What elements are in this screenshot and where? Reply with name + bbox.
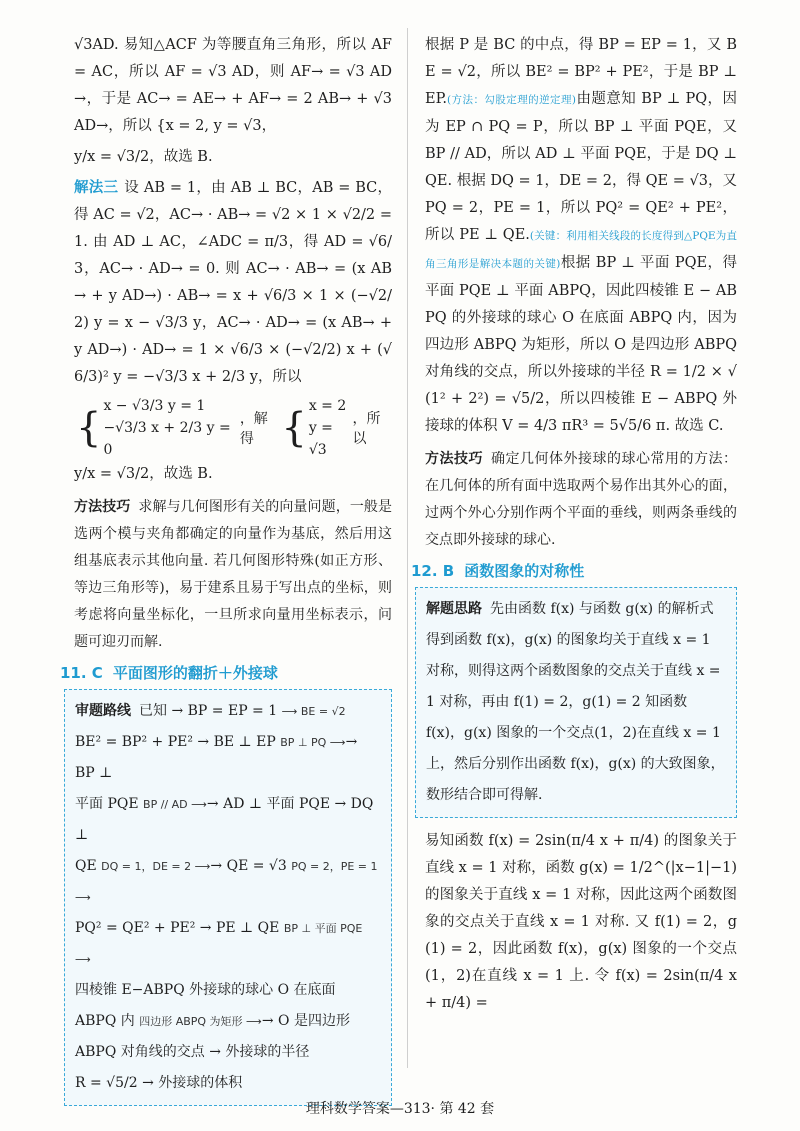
- route-line-7: [75, 1006, 381, 1037]
- route-arrow-1-label: BE = √2: [300, 705, 346, 718]
- q12-solution: 易知函数 f(x) = 2sin(π/4 x + π/4) 的图象关于直线 x = 1 对称，函数 g(x) = 1/2^(|x−1|−1) 的图象关于直线 x = 1 对称，因此这两个函数图象的交点关于直线 x = 1 对称. 又 f(1) = 2，g(1) = 2，因此函数 f(x)，g(x) 图象的一个交点(1，2)在直线 x = 1 上. 令 f(x) = 2sin(π/4 x + π/4) =: [425, 833, 737, 1011]
- method-tip-right-text: 确定几何体外接球的球心常用的方法：在几何体的所有面中选取两个易作出其外心的面，过两个外心分别作两个平面的垂线，则两条垂线的交点即外接球的球心.: [425, 451, 737, 548]
- right-column: [411, 32, 737, 1021]
- route-arrow-1: ⟶ BE = √2: [281, 705, 346, 718]
- equation-system: [74, 395, 392, 461]
- solution-2-ending: √3AD. 易知△ACF 为等腰直角三角形，所以 AF = AC，所以 AF = √3 AD，则 AF→ = √3 AD→，于是 AC→ = AE→ + AF→ = 2 AB→ + √3 AD→，所以 {x = 2, y = √3，: [74, 37, 392, 134]
- review-route-box: [64, 689, 392, 1106]
- route-text-4b: → QE = √3: [210, 858, 287, 874]
- solution-3-conclusion: y/x = √3/2，故选 B.: [74, 466, 213, 482]
- route-arrow-7-label: 四边形 ABPQ 为矩形: [139, 1015, 243, 1028]
- route-text-4: QE: [75, 858, 97, 874]
- column-divider: [407, 28, 408, 1068]
- route-arrow-2-label: BP ⊥ PQ: [280, 736, 327, 749]
- method-tip-text: 求解与几何图形有关的向量问题，一般是选两个模与夹角都确定的向量作为基底，然后用这组基底表示其他向量. 若几何图形特殊(如正方形、等边三角形等)，易于建系且易于写出点的坐标，则考虑将向量坐标化，一旦所求向量用坐标表示，问题可迎刃而解.: [74, 499, 393, 650]
- method-tip-right: [425, 446, 737, 554]
- route-text-3: 平面 PQE: [75, 796, 139, 812]
- route-text-7b: → O 是四边形: [261, 1013, 350, 1029]
- q11-note-1: (方法：勾股定理的逆定理): [447, 94, 577, 106]
- route-line-1: [75, 696, 381, 727]
- page-footer: 理科数学答案—313· 第 42 套: [305, 1101, 495, 1117]
- system-2-eq-1: x = 2: [308, 398, 347, 414]
- route-arrow-6: BP ⊥ 平面 PQE ⟶: [75, 922, 363, 966]
- route-text-7: ABPQ 内: [75, 1013, 135, 1029]
- q11-text-2: 由题意知 BP ⊥ PQ，因为 EP ∩ PQ = P，所以 BP ⊥ 平面 PQE，又 BP // AD，所以 AD ⊥ 平面 PQE，于是 DQ ⊥ QE. 根据 DQ = 1，DE = 2，得 QE = √3，又 PQ = 2，PE = 1，所以 PQ² = QE² + PE²，所以 PE ⊥ QE.: [425, 91, 737, 243]
- route-line-9: R = √5/2 → 外接球的体积: [75, 1075, 243, 1091]
- solution-2-conclusion: y/x = √3/2，故选 B.: [74, 149, 213, 165]
- route-arrow-5-label: PQ = 2，PE = 1: [291, 860, 378, 873]
- route-line-6: 四棱锥 E−ABPQ 外接球的球心 O 在底面: [75, 982, 336, 998]
- route-arrow-5: PQ = 2，PE = 1 ⟶: [75, 860, 378, 904]
- route-arrow-7: 四边形 ABPQ 为矩形 ⟶: [139, 1015, 262, 1028]
- left-brace-2: {: [281, 405, 307, 451]
- route-text-3b: → AD ⊥ 平面 PQE → DQ ⊥: [75, 796, 374, 843]
- solution-3-label: 解法三: [74, 180, 119, 196]
- review-route-label: 审题路线: [75, 703, 131, 719]
- route-line-4: [75, 851, 381, 913]
- route-line-3: [75, 789, 381, 851]
- question-11-title: [60, 662, 392, 683]
- route-text-5: PQ² = QE² + PE² → PE ⊥ QE: [75, 920, 280, 936]
- question-11-number: 11. C: [60, 664, 103, 682]
- method-tip-right-label: 方法技巧: [425, 451, 483, 467]
- solution-idea-box: [415, 587, 737, 818]
- route-text-1: 已知 → BP = EP = 1: [139, 703, 278, 719]
- question-12-topic: 函数图象的对称性: [464, 562, 585, 580]
- route-arrow-3: BP // AD ⟶: [143, 798, 207, 811]
- system-1: [103, 395, 235, 461]
- route-arrow-2: BP ⊥ PQ ⟶: [280, 736, 346, 749]
- solution-idea-label: 解题思路: [426, 601, 482, 617]
- q11-note-2: (关键：利用相关线段的长度得到△PQE为直角三角形是解决本题的关键): [425, 230, 737, 270]
- question-12-number: 12. B: [411, 562, 455, 580]
- left-column: [60, 32, 393, 1116]
- route-arrow-4-label: DQ = 1，DE = 2: [101, 860, 192, 873]
- route-arrow-3-label: BP // AD: [143, 798, 188, 811]
- route-arrow-6-label: BP ⊥ 平面 PQE: [283, 922, 363, 935]
- system-end: ，所以: [352, 411, 381, 447]
- route-line-8: ABPQ 对角线的交点 → 外接球的半径: [75, 1044, 310, 1060]
- q11-text-1: 根据 P 是 BC 的中点，得 BP = EP = 1，又 BE = √2，所以 BE² = BP² + PE²，于是 BP ⊥ EP.: [425, 37, 737, 107]
- system-2: [309, 395, 353, 461]
- left-brace-1: {: [76, 405, 102, 451]
- system-1-eq-2: −√3/3 x + 2/3 y = 0: [103, 420, 231, 458]
- route-line-2: [75, 727, 381, 789]
- q11-text-3: 根据 BP ⊥ 平面 PQE，得平面 PQE ⊥ 平面 ABPQ，因此四棱锥 E − ABPQ 的外接球的球心 O 在底面 ABPQ 内，因为四边形 ABPQ 为矩形，所以 O 是四边形 ABPQ 对角线的交点，所以外接球的半径 R = 1/2 × √(1² + 2²) = √5/2，所以四棱锥 E − ABPQ 外接球的体积 V = 4/3 πR³ = 5√5/6 π. 故选 C.: [425, 255, 737, 434]
- q11-solution-part-1: [425, 32, 737, 440]
- solution-3-text: 设 AB = 1，由 AB ⊥ BC，AB = BC，得 AC = √2，AC→ · AB→ = √2 × 1 × √2/2 = 1. 由 AD ⊥ AC，∠ADC = π/3，得 AD = √6/3，AC→ · AD→ = 0. 则 AC→ · AB→ = (x AB→ + y AD→) · AB→ = x + √6/3 × 1 × (−√2/2) y = x − √3/3 y，AC→ · AD→ = (x AB→ + y AD→) · AD→ = 1 × √6/3 × (−√2/2) x + (√6/3)² y = −√3/3 x + 2/3 y，所以: [74, 180, 393, 385]
- question-11-topic: 平面图形的翻折＋外接球: [112, 664, 278, 682]
- system-2-eq-2: y = √3: [308, 420, 333, 458]
- route-line-5: [75, 913, 381, 975]
- system-1-eq-1: x − √3/3 y = 1: [103, 398, 206, 414]
- route-text-2: BE² = BP² + PE² → BE ⊥ EP: [75, 734, 276, 750]
- question-12-title: [411, 560, 737, 581]
- method-tip-left: [74, 494, 392, 656]
- method-tip-label: 方法技巧: [74, 499, 131, 515]
- solution-3: [74, 175, 392, 391]
- solution-idea-text: 先由函数 f(x) 与函数 g(x) 的解析式得到函数 f(x)，g(x) 的图象均关于直线 x = 1 对称，则得这两个函数图象的交点关于直线 x = 1 对称，再由 f(1) = 2，g(1) = 2 知函数 f(x)，g(x) 图象的一个交点(1，2)在直线 x = 1 上，然后分别作出函数 f(x)，g(x) 的大致图象，数形结合即可得解.: [426, 601, 725, 803]
- route-text-2b: → BP ⊥: [75, 734, 358, 781]
- route-arrow-4: DQ = 1，DE = 2 ⟶: [101, 860, 211, 873]
- system-connector: ，解得: [239, 411, 268, 447]
